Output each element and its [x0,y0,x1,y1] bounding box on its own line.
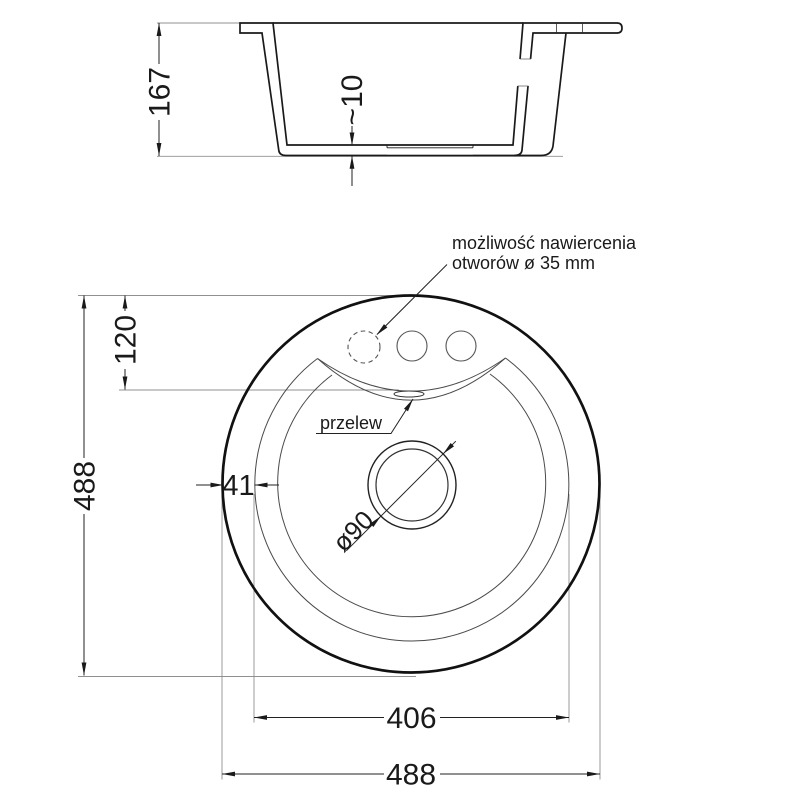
drill-note-callout [377,233,638,335]
wall-overflow-opening [513,59,534,86]
arrowhead-overflow [404,399,413,411]
drillable-hole-dashed-circle [348,331,380,363]
outer-shell-right [514,33,566,156]
basin-bottom-edge-circle [278,374,546,617]
dimension-total-width [222,759,600,792]
dim-label-section-height: 167 [143,66,177,118]
overflow-label: przelew [320,413,383,433]
plan-view [69,233,638,792]
arrowhead-right [556,715,569,720]
arrowhead-up [123,296,128,309]
dimension-basin-width [254,702,569,735]
deck-front-edge-upper-arc [318,358,506,391]
dim-label-basin-width: 406 [386,702,437,735]
arrowhead-right [587,772,600,777]
arrowhead-up [157,23,162,36]
arrowhead-down [157,143,162,156]
dim-label-bottom-thickness: ~10 [336,74,369,126]
dimension-total-height [69,296,102,676]
dimension-167 [144,23,177,156]
rim-overflow-gap [557,24,583,32]
dimension-deck-depth [110,296,143,390]
faucet-hole-right [446,331,476,361]
dim-label-total-width: 488 [385,758,437,792]
overflow-callout [316,399,413,434]
section-view [144,23,623,186]
dim-label-total-height: 488 [68,460,102,512]
arrowhead-down [82,663,87,676]
dim-label-drain-diameter: ø90 [326,504,380,558]
overflow-slot [394,391,424,397]
faucet-hole-middle [397,331,427,361]
arrowhead-left [254,715,267,720]
arrowhead-left [222,772,235,777]
sink-outer-edge-circle [223,296,600,673]
arrowhead-left [255,483,268,488]
arrowhead-up [82,296,87,309]
drill-note-line1: możliwość nawiercenia [452,233,637,253]
arrowhead-down [123,377,128,390]
dim-label-rim-width: 41 [222,470,255,502]
drill-note-line2: otworów ø 35 mm [452,253,596,273]
dimension-bottom-thickness [336,75,369,186]
dimension-rim-width [196,470,279,502]
dim-label-deck-depth: 120 [109,314,143,366]
arrowhead-up [350,156,355,169]
arrowhead-down [350,133,355,146]
